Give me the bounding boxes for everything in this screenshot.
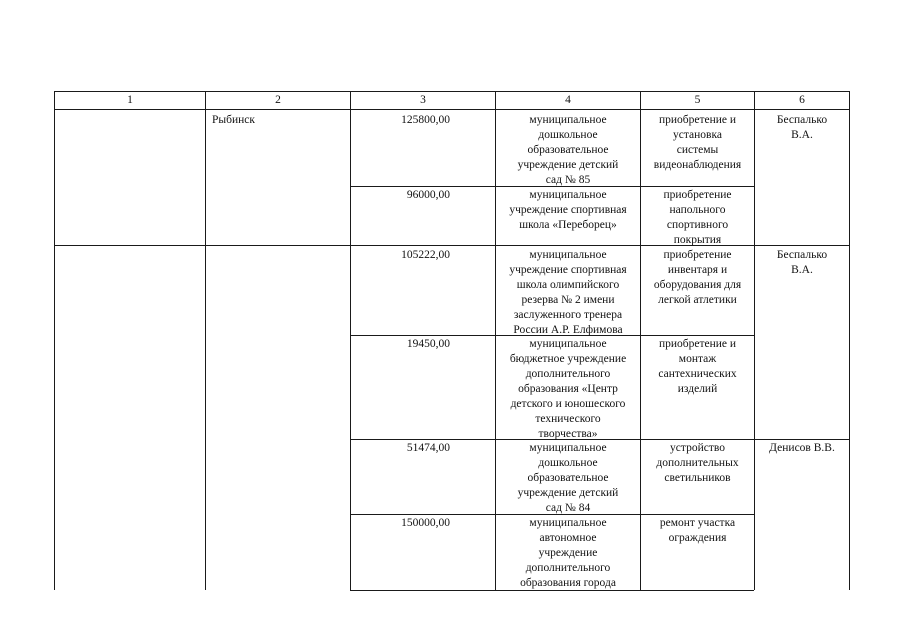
- purpose-cell: приобретение и установка системы видеонаблюдения: [653, 114, 742, 171]
- deputy-cell: Денисов В.В.: [769, 442, 835, 454]
- table-top-border: [54, 91, 850, 92]
- amount-cell: 125800,00: [401, 114, 450, 126]
- column-header-4: 4: [565, 94, 571, 106]
- amount-cell: 96000,00: [406, 189, 450, 201]
- amount-cell: 105222,00: [401, 249, 450, 261]
- purpose-cell: приобретение инвентаря и оборудования для легкой атлетики: [653, 249, 742, 306]
- column-border: [350, 91, 351, 590]
- institution-cell: муниципальное бюджетное учреждение дополнительного образования «Центр детского и юношеского технического творчества»: [509, 338, 627, 440]
- amount-cell: 51474,00: [406, 442, 450, 454]
- header-bottom-border: [54, 109, 850, 110]
- column-header-2: 2: [275, 94, 281, 106]
- institution-cell: муниципальное дошкольное образовательное учреждение детский сад № 85: [517, 114, 619, 186]
- institution-cell: муниципальное учреждение спортивная школа «Переборец»: [509, 189, 627, 231]
- amount-cell: 19450,00: [406, 338, 450, 350]
- purpose-cell: приобретение и монтаж сантехнических изделий: [658, 338, 737, 395]
- column-header-1: 1: [127, 94, 133, 106]
- amount-cell: 150000,00: [401, 517, 450, 529]
- deputy-cell: Беспалько В.А.: [776, 114, 828, 141]
- deputy-cell: Беспалько В.А.: [776, 249, 828, 276]
- purpose-cell: приобретение напольного спортивного покрытия: [663, 189, 732, 246]
- column-border: [849, 91, 850, 590]
- column-border: [54, 91, 55, 590]
- column-border: [754, 91, 755, 590]
- city-cell: Рыбинск: [212, 114, 255, 126]
- column-border: [205, 91, 206, 590]
- institution-cell: муниципальное учреждение спортивная школа олимпийского резерва № 2 имени заслуженного тренера России А.Р. Елфимова: [509, 249, 627, 336]
- institution-cell: муниципальное автономное учреждение дополнительного образования города: [520, 517, 616, 589]
- institution-cell: муниципальное дошкольное образовательное учреждение детский сад № 84: [517, 442, 619, 514]
- column-header-5: 5: [694, 94, 701, 106]
- column-header-3: 3: [420, 94, 426, 106]
- purpose-cell: ремонт участка ограждения: [659, 517, 736, 544]
- column-header-6: 6: [799, 94, 805, 106]
- purpose-cell: устройство дополнительных светильников: [656, 442, 739, 484]
